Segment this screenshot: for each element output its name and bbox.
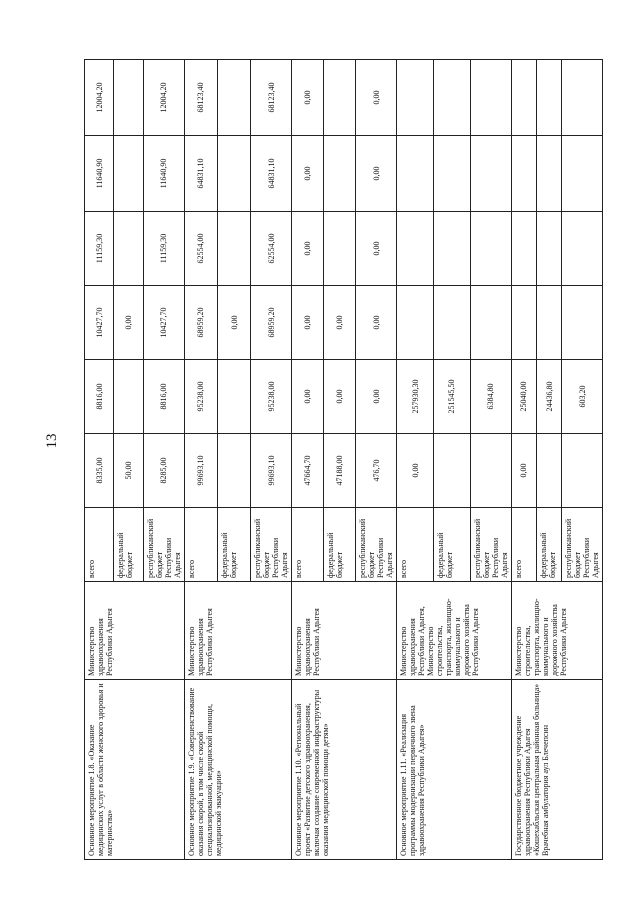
value-cell: [433, 60, 470, 136]
table-row: [292, 60, 324, 860]
value-cell: 95238,00: [184, 360, 217, 434]
value-cell: [511, 60, 536, 136]
value-cell: [470, 434, 511, 508]
value-cell: 0,00: [292, 60, 324, 136]
page-number: 13: [44, 433, 60, 449]
funding-source-cell: федеральный бюджет: [536, 508, 561, 582]
value-cell: 11640,90: [143, 136, 184, 212]
value-cell: 64831,10: [184, 136, 217, 212]
value-cell: [217, 212, 250, 286]
value-cell: [562, 286, 603, 360]
value-cell: 0,00: [217, 286, 250, 360]
value-cell: [433, 434, 470, 508]
event-cell: Основное мероприятие 1.9. «Совершенствование оказания скорой, в том числе скорой специализированной, медицинской помощи, медицинской эвакуации»: [184, 680, 292, 860]
value-cell: [562, 60, 603, 136]
value-cell: 64831,10: [251, 136, 292, 212]
value-cell: [114, 212, 143, 286]
value-cell: 99693,10: [184, 434, 217, 508]
table-row: [511, 60, 536, 860]
executor-cell: Министерство здравоохранения Республики Адыгея, Министерство строительства, транспорта, жилищно-коммунального и дорожного хозяйства Республики Адыгея: [397, 582, 511, 680]
value-cell: 11640,90: [85, 136, 114, 212]
value-cell: 6384,80: [470, 360, 511, 434]
table-row: [85, 60, 114, 860]
funding-source-cell: республиканский бюджет Республики Адыгея: [143, 508, 184, 582]
executor-cell: Министерство здравоохранения Республики Адыгея: [292, 582, 397, 680]
value-cell: 0,00: [114, 286, 143, 360]
value-cell: 0,00: [356, 60, 397, 136]
executor-cell: Министерство здравоохранения Республики Адыгея: [184, 582, 292, 680]
value-cell: [217, 60, 250, 136]
value-cell: 0,00: [356, 360, 397, 434]
value-cell: [562, 434, 603, 508]
value-cell: 257930,30: [397, 360, 434, 434]
funding-source-cell: федеральный бюджет: [114, 508, 143, 582]
value-cell: 476,70: [356, 434, 397, 508]
funding-source-cell: федеральный бюджет: [433, 508, 470, 582]
value-cell: 8335,00: [85, 434, 114, 508]
value-cell: 62554,00: [184, 212, 217, 286]
event-cell: Основное мероприятие 1.8. «Оказание медицинских услуг в области женского здоровья и материнства»: [85, 680, 185, 860]
value-cell: 0,00: [324, 360, 356, 434]
value-cell: [536, 60, 561, 136]
value-cell: [397, 286, 434, 360]
value-cell: 0,00: [324, 286, 356, 360]
value-cell: [397, 60, 434, 136]
funding-source-cell: всего: [511, 508, 536, 582]
value-cell: 95238,00: [251, 360, 292, 434]
value-cell: [470, 60, 511, 136]
value-cell: [324, 60, 356, 136]
value-cell: 99693,10: [251, 434, 292, 508]
value-cell: 0,00: [292, 360, 324, 434]
value-cell: 0,00: [356, 212, 397, 286]
value-cell: [324, 212, 356, 286]
value-cell: 10427,70: [85, 286, 114, 360]
value-cell: [114, 360, 143, 434]
value-cell: 68123,40: [184, 60, 217, 136]
value-cell: 8816,00: [143, 360, 184, 434]
value-cell: 24436,80: [536, 360, 561, 434]
value-cell: 0,00: [292, 136, 324, 212]
value-cell: 0,00: [397, 434, 434, 508]
budget-table: [84, 59, 603, 860]
budget-table-body: [85, 60, 603, 860]
value-cell: 11159,30: [85, 212, 114, 286]
value-cell: 12004,20: [143, 60, 184, 136]
funding-source-cell: республиканский бюджет Республики Адыгея: [251, 508, 292, 582]
value-cell: [536, 212, 561, 286]
event-cell: Основное мероприятие 1.11. «Реализация программы модернизации первичного звена здравоохранения Республики Адыгея»: [397, 680, 511, 860]
value-cell: [433, 286, 470, 360]
value-cell: 12004,20: [85, 60, 114, 136]
value-cell: [114, 60, 143, 136]
funding-source-cell: республиканский бюджет Республики Адыгея: [562, 508, 603, 582]
value-cell: [433, 212, 470, 286]
value-cell: [536, 136, 561, 212]
funding-source-cell: федеральный бюджет: [324, 508, 356, 582]
value-cell: [511, 212, 536, 286]
value-cell: [511, 286, 536, 360]
event-cell: Основное мероприятие 1.10. «Региональный проект «Развитие детского здравоохранения, включая создание современной инфраструктуры оказания медицинской помощи детям»: [292, 680, 397, 860]
rotated-table-wrapper: [84, 60, 601, 860]
value-cell: 11159,30: [143, 212, 184, 286]
value-cell: [217, 136, 250, 212]
value-cell: [511, 136, 536, 212]
value-cell: 0,00: [356, 286, 397, 360]
value-cell: 47664,70: [292, 434, 324, 508]
funding-source-cell: всего: [85, 508, 114, 582]
value-cell: 50,00: [114, 434, 143, 508]
value-cell: [536, 434, 561, 508]
value-cell: [397, 136, 434, 212]
value-cell: 603,20: [562, 360, 603, 434]
funding-source-cell: федеральный бюджет: [217, 508, 250, 582]
value-cell: [114, 136, 143, 212]
value-cell: [470, 136, 511, 212]
value-cell: 251545,50: [433, 360, 470, 434]
value-cell: 68959,20: [184, 286, 217, 360]
value-cell: 68959,20: [251, 286, 292, 360]
value-cell: 25040,00: [511, 360, 536, 434]
funding-source-cell: республиканский бюджет Республики Адыгея: [356, 508, 397, 582]
value-cell: 68123,40: [251, 60, 292, 136]
value-cell: 8285,00: [143, 434, 184, 508]
value-cell: 47188,00: [324, 434, 356, 508]
value-cell: 0,00: [511, 434, 536, 508]
event-cell: Государственное бюджетное учреждение здравоохранения Республики Адыгея «Кошехабльская центральная районная больница» Врачебная амбулатория аул Блечепсин: [511, 680, 603, 860]
funding-source-cell: всего: [397, 508, 434, 582]
funding-source-cell: всего: [184, 508, 217, 582]
executor-cell: Министерство здравоохранения Республики Адыгея: [85, 582, 185, 680]
value-cell: 0,00: [356, 136, 397, 212]
value-cell: 0,00: [292, 286, 324, 360]
value-cell: 0,00: [292, 212, 324, 286]
table-row: [184, 60, 217, 860]
value-cell: [217, 360, 250, 434]
value-cell: [397, 212, 434, 286]
funding-source-cell: всего: [292, 508, 324, 582]
value-cell: [536, 286, 561, 360]
value-cell: [562, 212, 603, 286]
funding-source-cell: республиканский бюджет Республики Адыгея: [470, 508, 511, 582]
value-cell: [470, 286, 511, 360]
table-row: [397, 60, 434, 860]
value-cell: [470, 212, 511, 286]
value-cell: 8816,00: [85, 360, 114, 434]
value-cell: [217, 434, 250, 508]
value-cell: [562, 136, 603, 212]
value-cell: 10427,70: [143, 286, 184, 360]
rotated-table-frame: [84, 60, 601, 860]
value-cell: [324, 136, 356, 212]
executor-cell: Министерство строительства, транспорта, жилищно-коммунального и дорожного хозяйства Республики Адыгея: [511, 582, 603, 680]
value-cell: [433, 136, 470, 212]
value-cell: 62554,00: [251, 212, 292, 286]
